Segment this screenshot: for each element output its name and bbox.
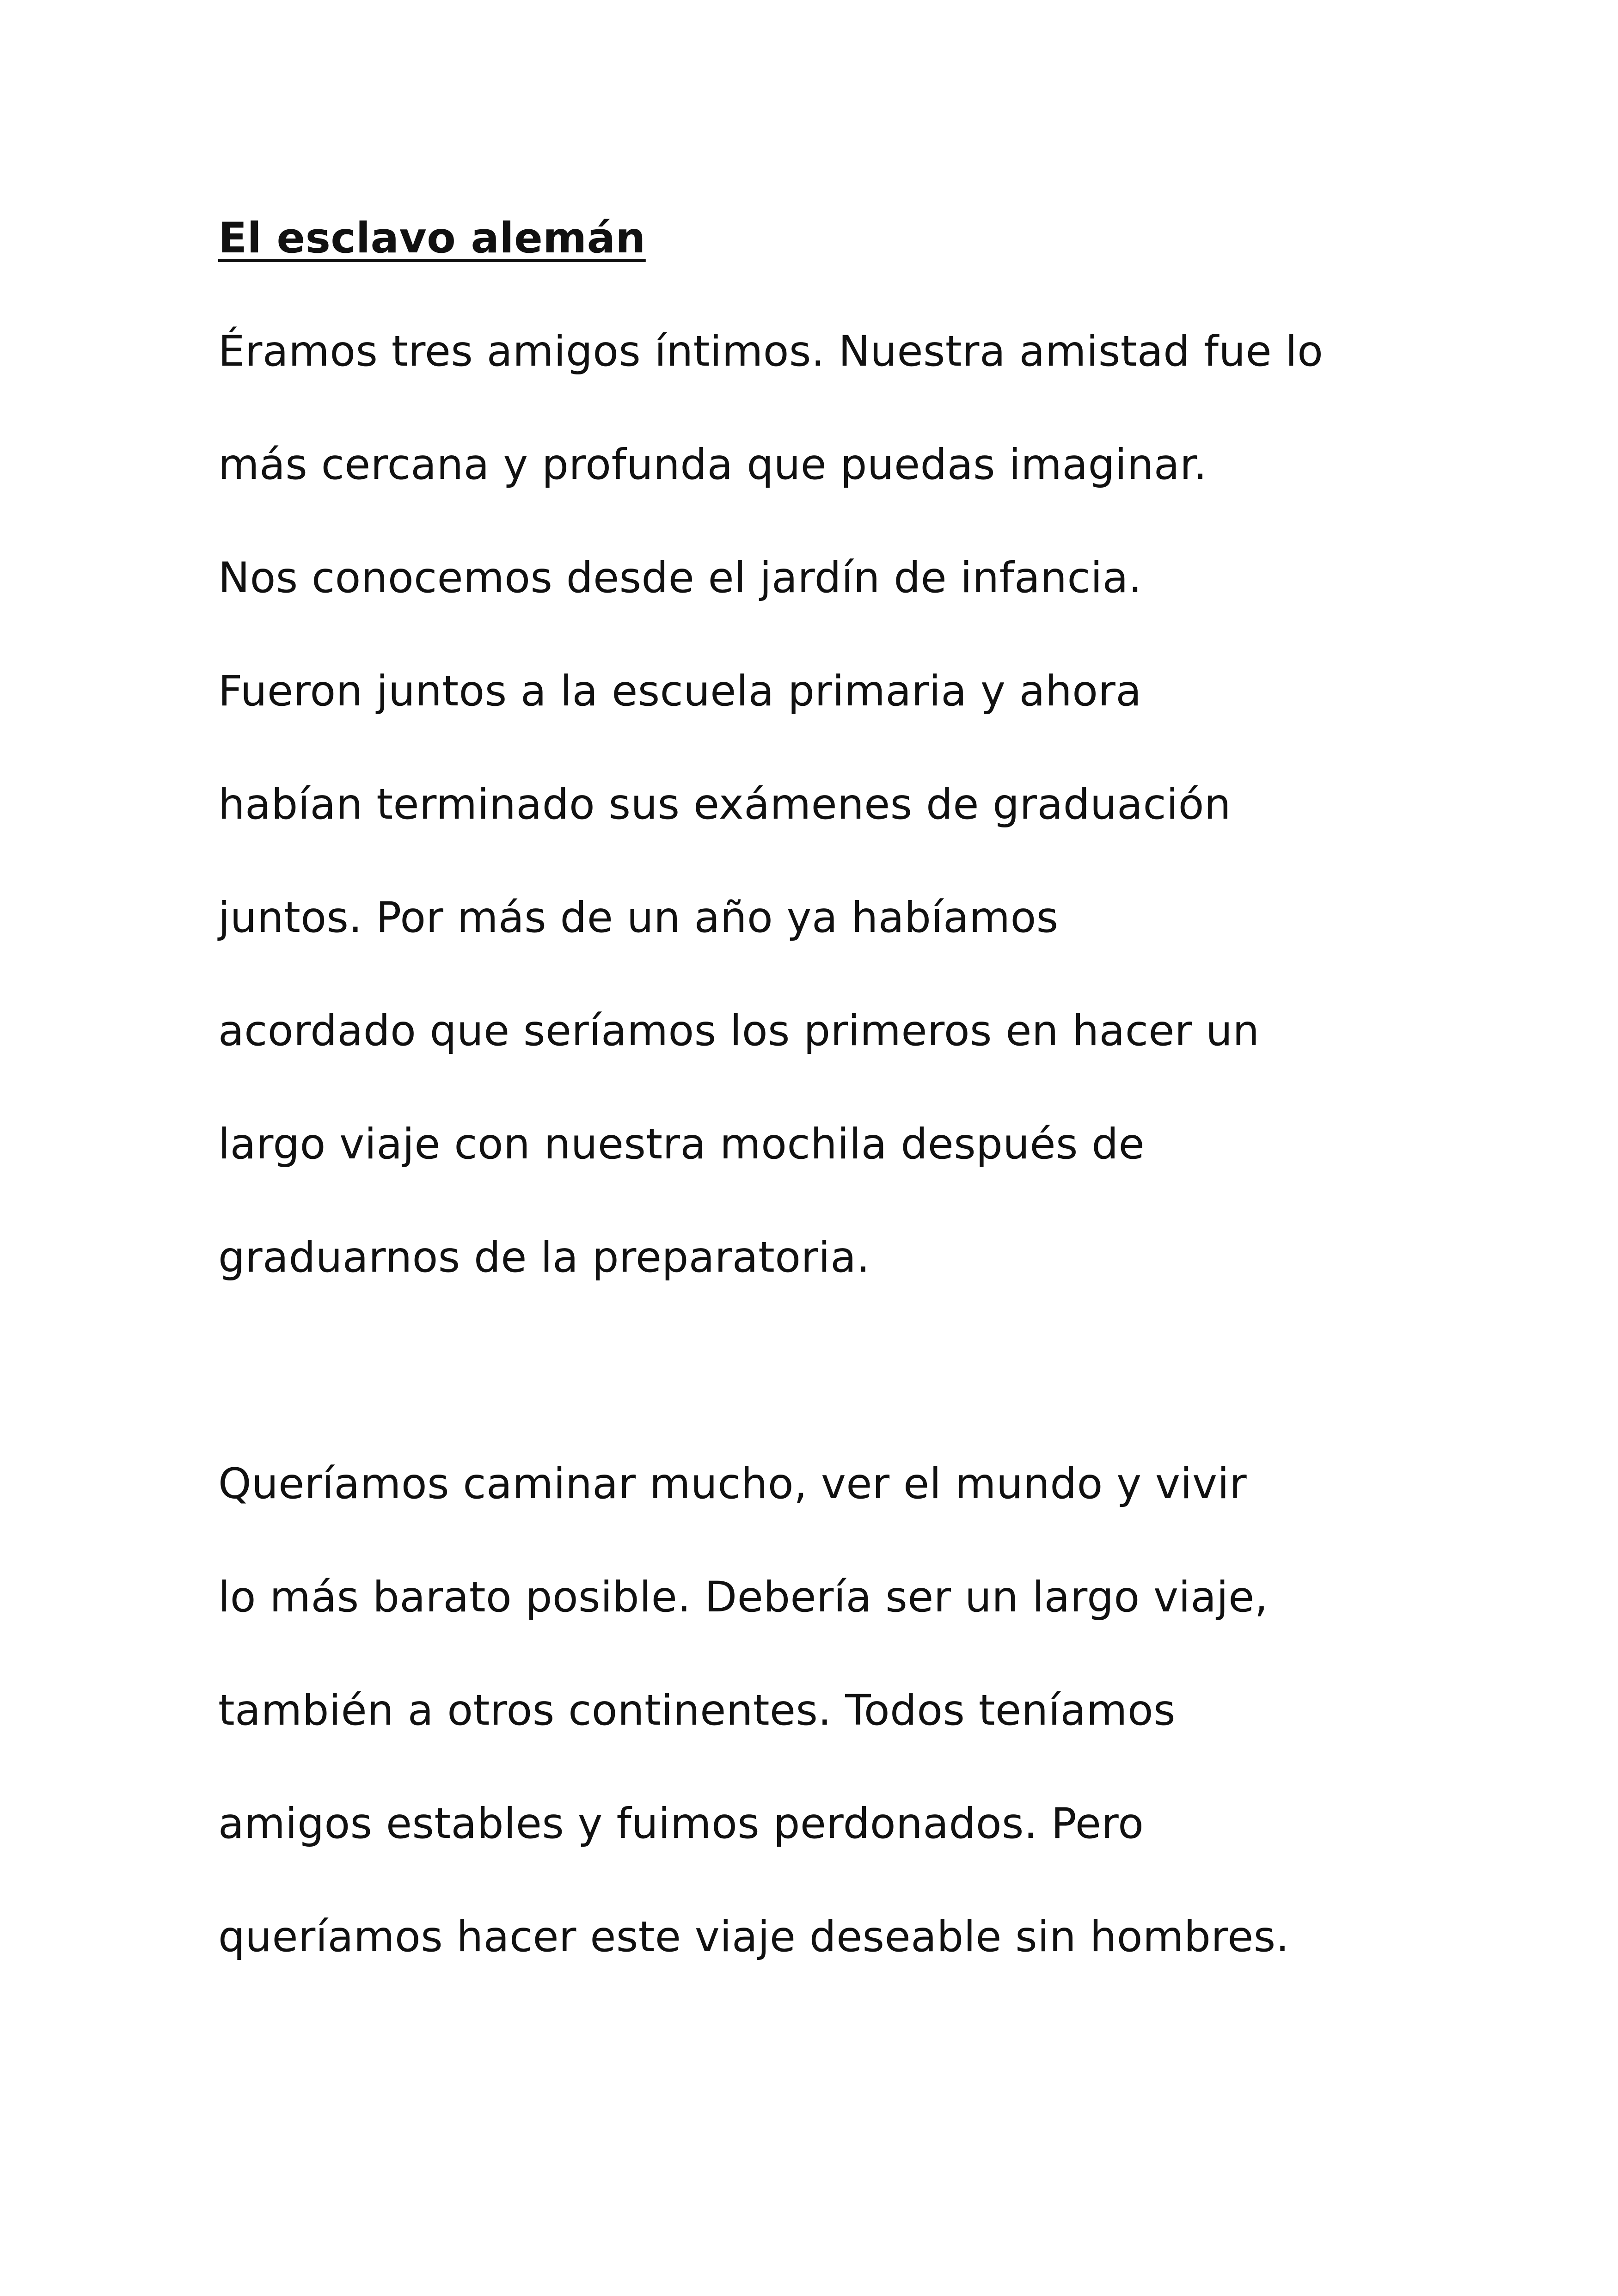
text-line: amigos estables y fuimos perdonados. Pero <box>218 1800 1144 1848</box>
text-line: también a otros continentes. Todos teníamos <box>218 1686 1176 1735</box>
text-line: Fueron juntos a la escuela primaria y ahora <box>218 667 1142 716</box>
text-line: queríamos hacer este viaje deseable sin hombres. <box>218 1913 1290 1961</box>
text-line: graduarnos de la preparatoria. <box>218 1233 870 1282</box>
text-line: más cercana y profunda que puedas imaginar. <box>218 441 1207 489</box>
text-line: largo viaje con nuestra mochila después de <box>218 1120 1145 1169</box>
text-line: juntos. Por más de un año ya habíamos <box>218 894 1059 942</box>
text-line: Queríamos caminar mucho, ver el mundo y vivir <box>218 1460 1247 1508</box>
document-body <box>218 214 1420 2026</box>
document-title: El esclavo alemán <box>218 214 646 263</box>
text-line: lo más barato posible. Debería ser un largo viaje, <box>218 1573 1269 1622</box>
text-line: Éramos tres amigos íntimos. Nuestra amistad fue lo <box>218 327 1324 376</box>
text-line: Nos conocemos desde el jardín de infancia. <box>218 554 1142 602</box>
paragraph-spacer <box>218 1347 1420 1460</box>
text-line: acordado que seríamos los primeros en hacer un <box>218 1007 1260 1055</box>
text-line: habían terminado sus exámenes de graduación <box>218 780 1232 829</box>
paragraph-1 <box>218 327 1420 1347</box>
paragraph-2 <box>218 1460 1420 2026</box>
